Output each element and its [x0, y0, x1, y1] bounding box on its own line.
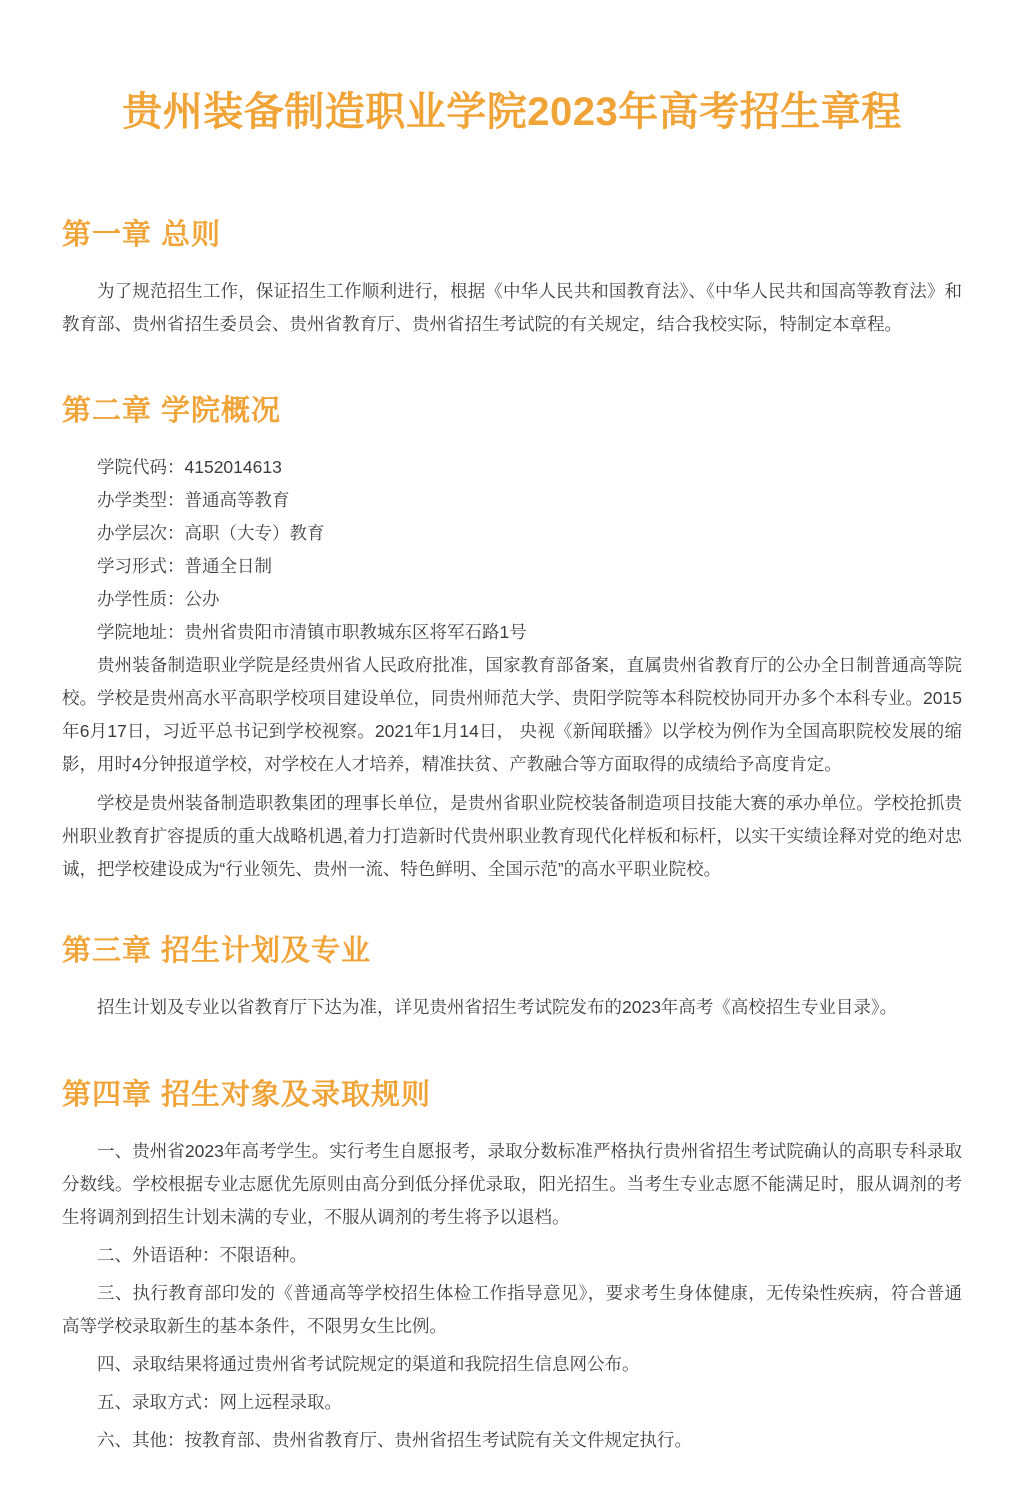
info-value: 普通高等教育 — [184, 490, 290, 510]
rule-5: 五、录取方式：网上远程录取。 — [97, 1392, 342, 1412]
info-label: 办学类型： — [97, 490, 185, 510]
chapter-4-admission-rules — [62, 1076, 962, 1457]
info-value: 贵州省贵阳市清镇市职教城东区将军石路1号 — [184, 622, 527, 642]
rule-6: 六、其他：按教育部、贵州省教育厅、贵州省招生考试院有关文件规定执行。 — [97, 1430, 692, 1450]
document-title: 贵州装备制造职业学院2023年高考招生章程 — [122, 90, 902, 134]
info-line-college-code — [62, 451, 962, 484]
info-value: 公办 — [184, 589, 220, 609]
info-label: 办学性质： — [97, 589, 185, 609]
chapter-2-college-overview — [62, 392, 962, 886]
info-label: 学习形式： — [97, 556, 185, 576]
info-value: 高职（大专）教育 — [184, 523, 325, 543]
chapter-3-enrollment-plan — [62, 932, 962, 1024]
info-label: 办学层次： — [97, 523, 185, 543]
info-line-school-nature — [62, 583, 962, 616]
chapter-3-heading: 第三章 招生计划及专业 — [62, 935, 372, 967]
info-value: 4152014613 — [184, 457, 282, 477]
chapter-2-heading: 第二章 学院概况 — [62, 395, 282, 427]
info-label: 学院代码： — [97, 457, 185, 477]
chapter-1-general-rules — [62, 216, 962, 341]
info-line-education-type — [62, 484, 962, 517]
rule-3: 三、执行教育部印发的《普通高等学校招生体检工作指导意见》，要求考生身体健康，无传染性疾病，符合普通高等学校录取新生的基本条件，不限男女生比例。 — [62, 1283, 962, 1336]
info-line-school-address — [62, 616, 962, 649]
chapter-1-paragraph: 为了规范招生工作，保证招生工作顺利进行，根据《中华人民共和国教育法》、《中华人民共和国高等教育法》和教育部、贵州省招生委员会、贵州省教育厅、贵州省招生考试院的有关规定，结合我校实际，特制定本章程。 — [62, 281, 962, 334]
rule-1: 一、贵州省2023年高考学生。实行考生自愿报考，录取分数标准严格执行贵州省招生考试院确认的高职专科录取分数线。学校根据专业志愿优先原则由高分到低分择优录取，阳光招生。当考生专业志愿不能满足时，服从调剂的考生将调剂到招生计划未满的专业，不服从调剂的考生将予以退档。 — [62, 1141, 962, 1227]
chapter-2-paragraph-achievements: 学校是贵州装备制造职教集团的理事长单位，是贵州省职业院校装备制造项目技能大赛的承办单位。学校抢抓贵州职业教育扩容提质的重大战略机遇,着力打造新时代贵州职业教育现代化样板和标杆，以实干实绩诠释对党的绝对忠诚，把学校建设成为“行业领先、贵州一流、特色鲜明、全国示范”的高水平职业院校。 — [62, 793, 962, 879]
chapter-2-paragraph-intro: 贵州装备制造职业学院是经贵州省人民政府批准，国家教育部备案，直属贵州省教育厅的公办全日制普通高等院校。学校是贵州高水平高职学校项目建设单位，同贵州师范大学、贵阳学院等本科院校协同开办多个本科专业。2015年6月17日，习近平总书记到学校视察。2021年1月14日， 央视《新闻联播》以学校为例作为全国高职院校发展的缩影，用时4分钟报道学校，对学校在人才培养，精准扶贫、产教融合等方面取得的成绩给予高度肯定。 — [62, 655, 962, 774]
info-value: 普通全日制 — [184, 556, 272, 576]
chapter-3-paragraph: 招生计划及专业以省教育厅下达为准，详见贵州省招生考试院发布的2023年高考《高校招生专业目录》。 — [97, 997, 898, 1017]
chapter-4-heading: 第四章 招生对象及录取规则 — [62, 1079, 432, 1111]
info-label: 学院地址： — [97, 622, 185, 642]
info-line-education-level — [62, 517, 962, 550]
chapter-1-heading: 第一章 总则 — [62, 219, 222, 251]
info-line-study-form — [62, 550, 962, 583]
rule-2: 二、外语语种：不限语种。 — [97, 1245, 307, 1265]
rule-4: 四、录取结果将通过贵州省考试院规定的渠道和我院招生信息网公布。 — [97, 1354, 640, 1374]
